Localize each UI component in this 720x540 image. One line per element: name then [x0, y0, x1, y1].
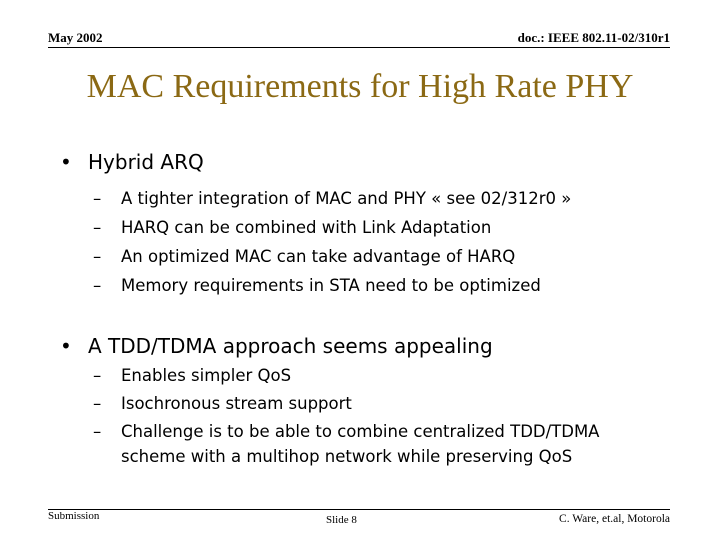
subitem-text: scheme with a multihop network while preserving QoS: [121, 447, 573, 466]
slide-title: MAC Requirements for High Rate PHY: [86, 68, 634, 105]
dash-icon: –: [93, 422, 102, 441]
subitem-text: Isochronous stream support: [121, 394, 352, 413]
bullet-text: A TDD/TDMA approach seems appealing: [88, 334, 493, 358]
subitem-text: An optimized MAC can take advantage of HARQ: [121, 247, 516, 266]
subitem-text: A tighter integration of MAC and PHY « see 02/312r0 »: [121, 189, 572, 208]
dash-icon: –: [93, 276, 102, 295]
dash-icon: –: [93, 247, 102, 266]
subitem-text: Memory requirements in STA need to be optimized: [121, 276, 541, 295]
bullet-dot-icon: •: [60, 150, 72, 174]
header-doc-id: doc.: IEEE 802.11-02/310r1: [517, 30, 670, 45]
footer-author: C. Ware, et.al, Motorola: [559, 513, 670, 525]
dash-icon: –: [93, 218, 102, 237]
subitem-text: Enables simpler QoS: [121, 366, 292, 385]
header-date: May 2002: [48, 30, 103, 45]
footer-submission: Submission: [48, 510, 100, 522]
header-rule: [48, 47, 670, 48]
footer-rule: [48, 509, 670, 510]
dash-icon: –: [93, 394, 102, 413]
subitem-text: HARQ can be combined with Link Adaptation: [121, 218, 492, 237]
bullet-text: Hybrid ARQ: [88, 150, 204, 174]
bullet-dot-icon: •: [60, 334, 72, 358]
subitem-text: Challenge is to be able to combine centralized TDD/TDMA: [121, 422, 600, 441]
dash-icon: –: [93, 189, 102, 208]
dash-icon: –: [93, 366, 102, 385]
footer-slide-number: Slide 8: [326, 514, 357, 526]
